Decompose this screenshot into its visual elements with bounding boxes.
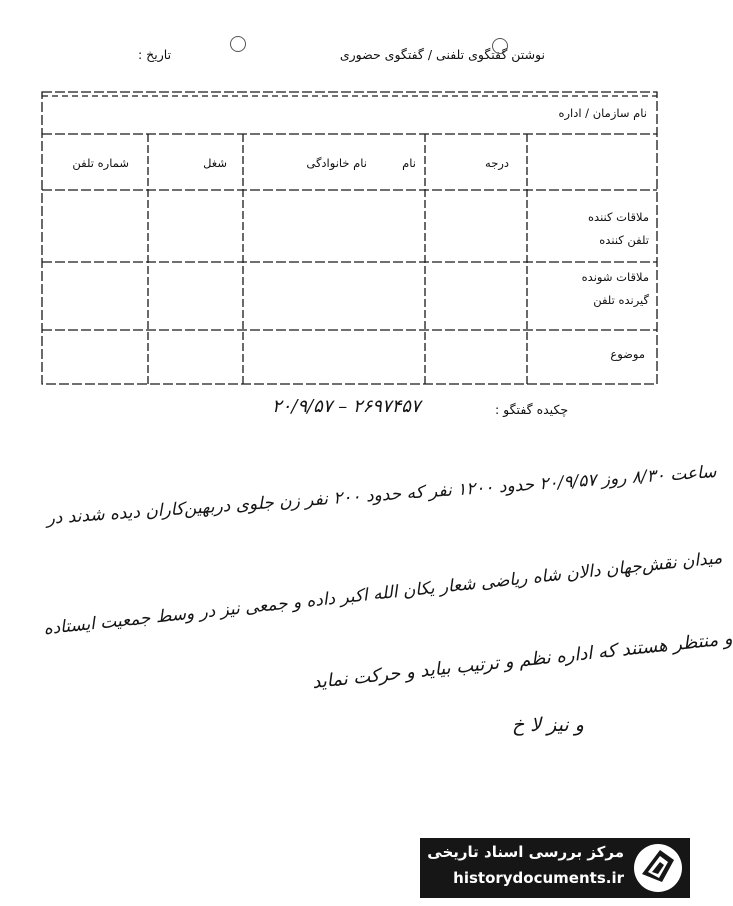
handwritten-line: و نیز لا خ (512, 714, 584, 736)
row-subject: موضوع (610, 347, 645, 361)
handwritten-line: و منتظر هستند که اداره نظم و ترتیب بیاید و حرکت نماید (311, 628, 733, 694)
hole-punch-mark (230, 36, 246, 52)
col-name: نام (402, 156, 416, 170)
handwritten-line: میدان نقش‌جهان دالان شاه ریاضی شعار یکان الله اکبر داده و جمعی نیز در وسط جمعیت ایستاده (42, 548, 724, 640)
row-caller: تلفن کننده (599, 233, 649, 247)
date-label: تاریخ : (138, 47, 172, 62)
col-job: شغل (203, 156, 227, 170)
archive-emblem-icon (632, 842, 684, 894)
col-rank: درجه (485, 156, 509, 170)
logo-url: historydocuments.ir (453, 869, 624, 887)
document-title: نوشتن گفتگوی تلفنی / گفتگوی حضوری (339, 47, 545, 62)
archive-logo (420, 838, 690, 898)
hole-punch-mark (492, 38, 508, 54)
summary-value: ۲۶۹۷۴۵۷ – ۲۰/۹/۵۷ (272, 396, 421, 417)
org-label: نام سازمان / اداره (558, 106, 647, 120)
logo-title: مرکز بررسی اسناد تاریخی (427, 843, 624, 861)
summary-label: چکیده گفتگو : (495, 402, 569, 417)
row-receiver: گیرنده تلفن (593, 293, 649, 307)
form-table (40, 90, 659, 386)
col-phone: شماره تلفن (72, 156, 129, 170)
handwritten-line: ساعت ۸/۳۰ روز ۲۰/۹/۵۷ حدود ۱۲۰۰ نفر که حدود ۲۰۰ نفر زن جلوی دربهین‌کاران دیده شدند در (45, 462, 718, 529)
col-family: نام خانوادگی (306, 156, 367, 170)
row-visited: ملاقات شونده (581, 270, 649, 284)
form-grid-lines (40, 90, 659, 386)
row-visitor: ملاقات کننده (588, 210, 649, 224)
